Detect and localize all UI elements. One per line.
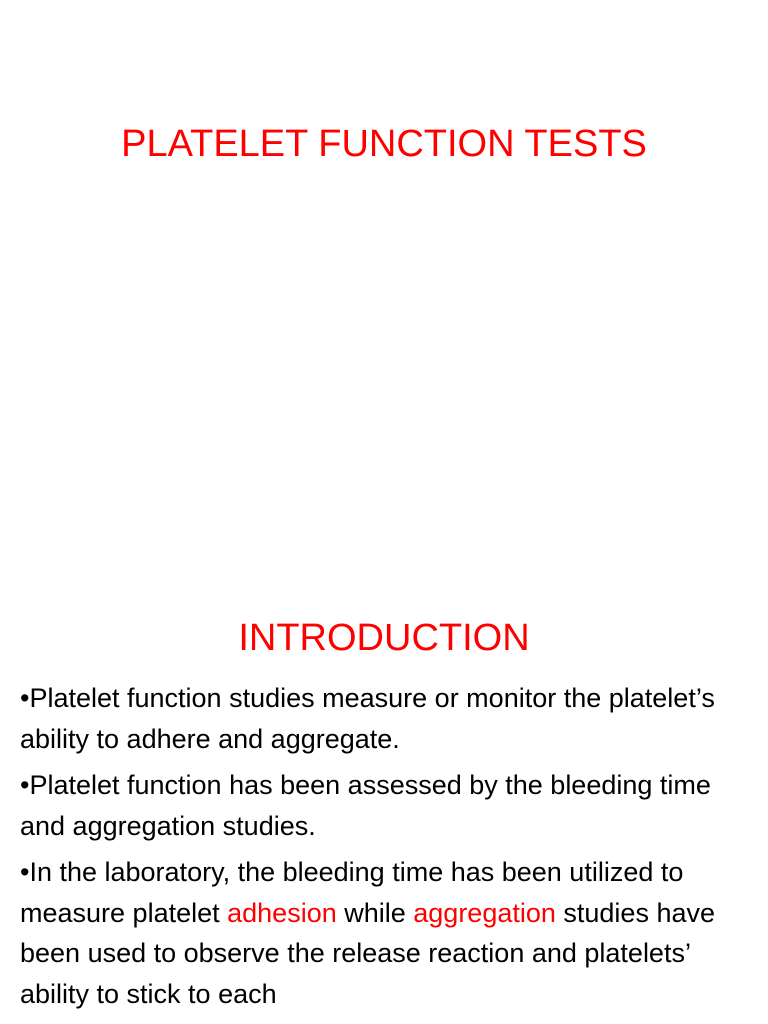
- highlight-aggregation: aggregation: [413, 897, 556, 928]
- slide-heading: INTRODUCTION: [238, 617, 530, 659]
- bullet-item: •Platelet function studies measure or monitor the platelet’s ability to adhere and aggregate.: [20, 683, 715, 754]
- bullet-text-segment: •In the laboratory, the bleeding time has been utilized to measure platelet: [20, 857, 684, 928]
- bullet-item: •Platelet function has been assessed by the bleeding time and aggregation studies.: [20, 770, 711, 841]
- bullet-list: [20, 678, 760, 1020]
- bullet-text-segment: studies have been used to observe the release reaction and platelets’ ability to stick to each: [20, 897, 715, 1009]
- bullet-item: [20, 852, 760, 1014]
- highlight-adhesion: adhesion: [227, 897, 337, 928]
- bullet-text-segment: while: [336, 897, 414, 928]
- introduction-slide: [0, 576, 768, 1024]
- presentation-title: PLATELET FUNCTION TESTS: [121, 123, 647, 165]
